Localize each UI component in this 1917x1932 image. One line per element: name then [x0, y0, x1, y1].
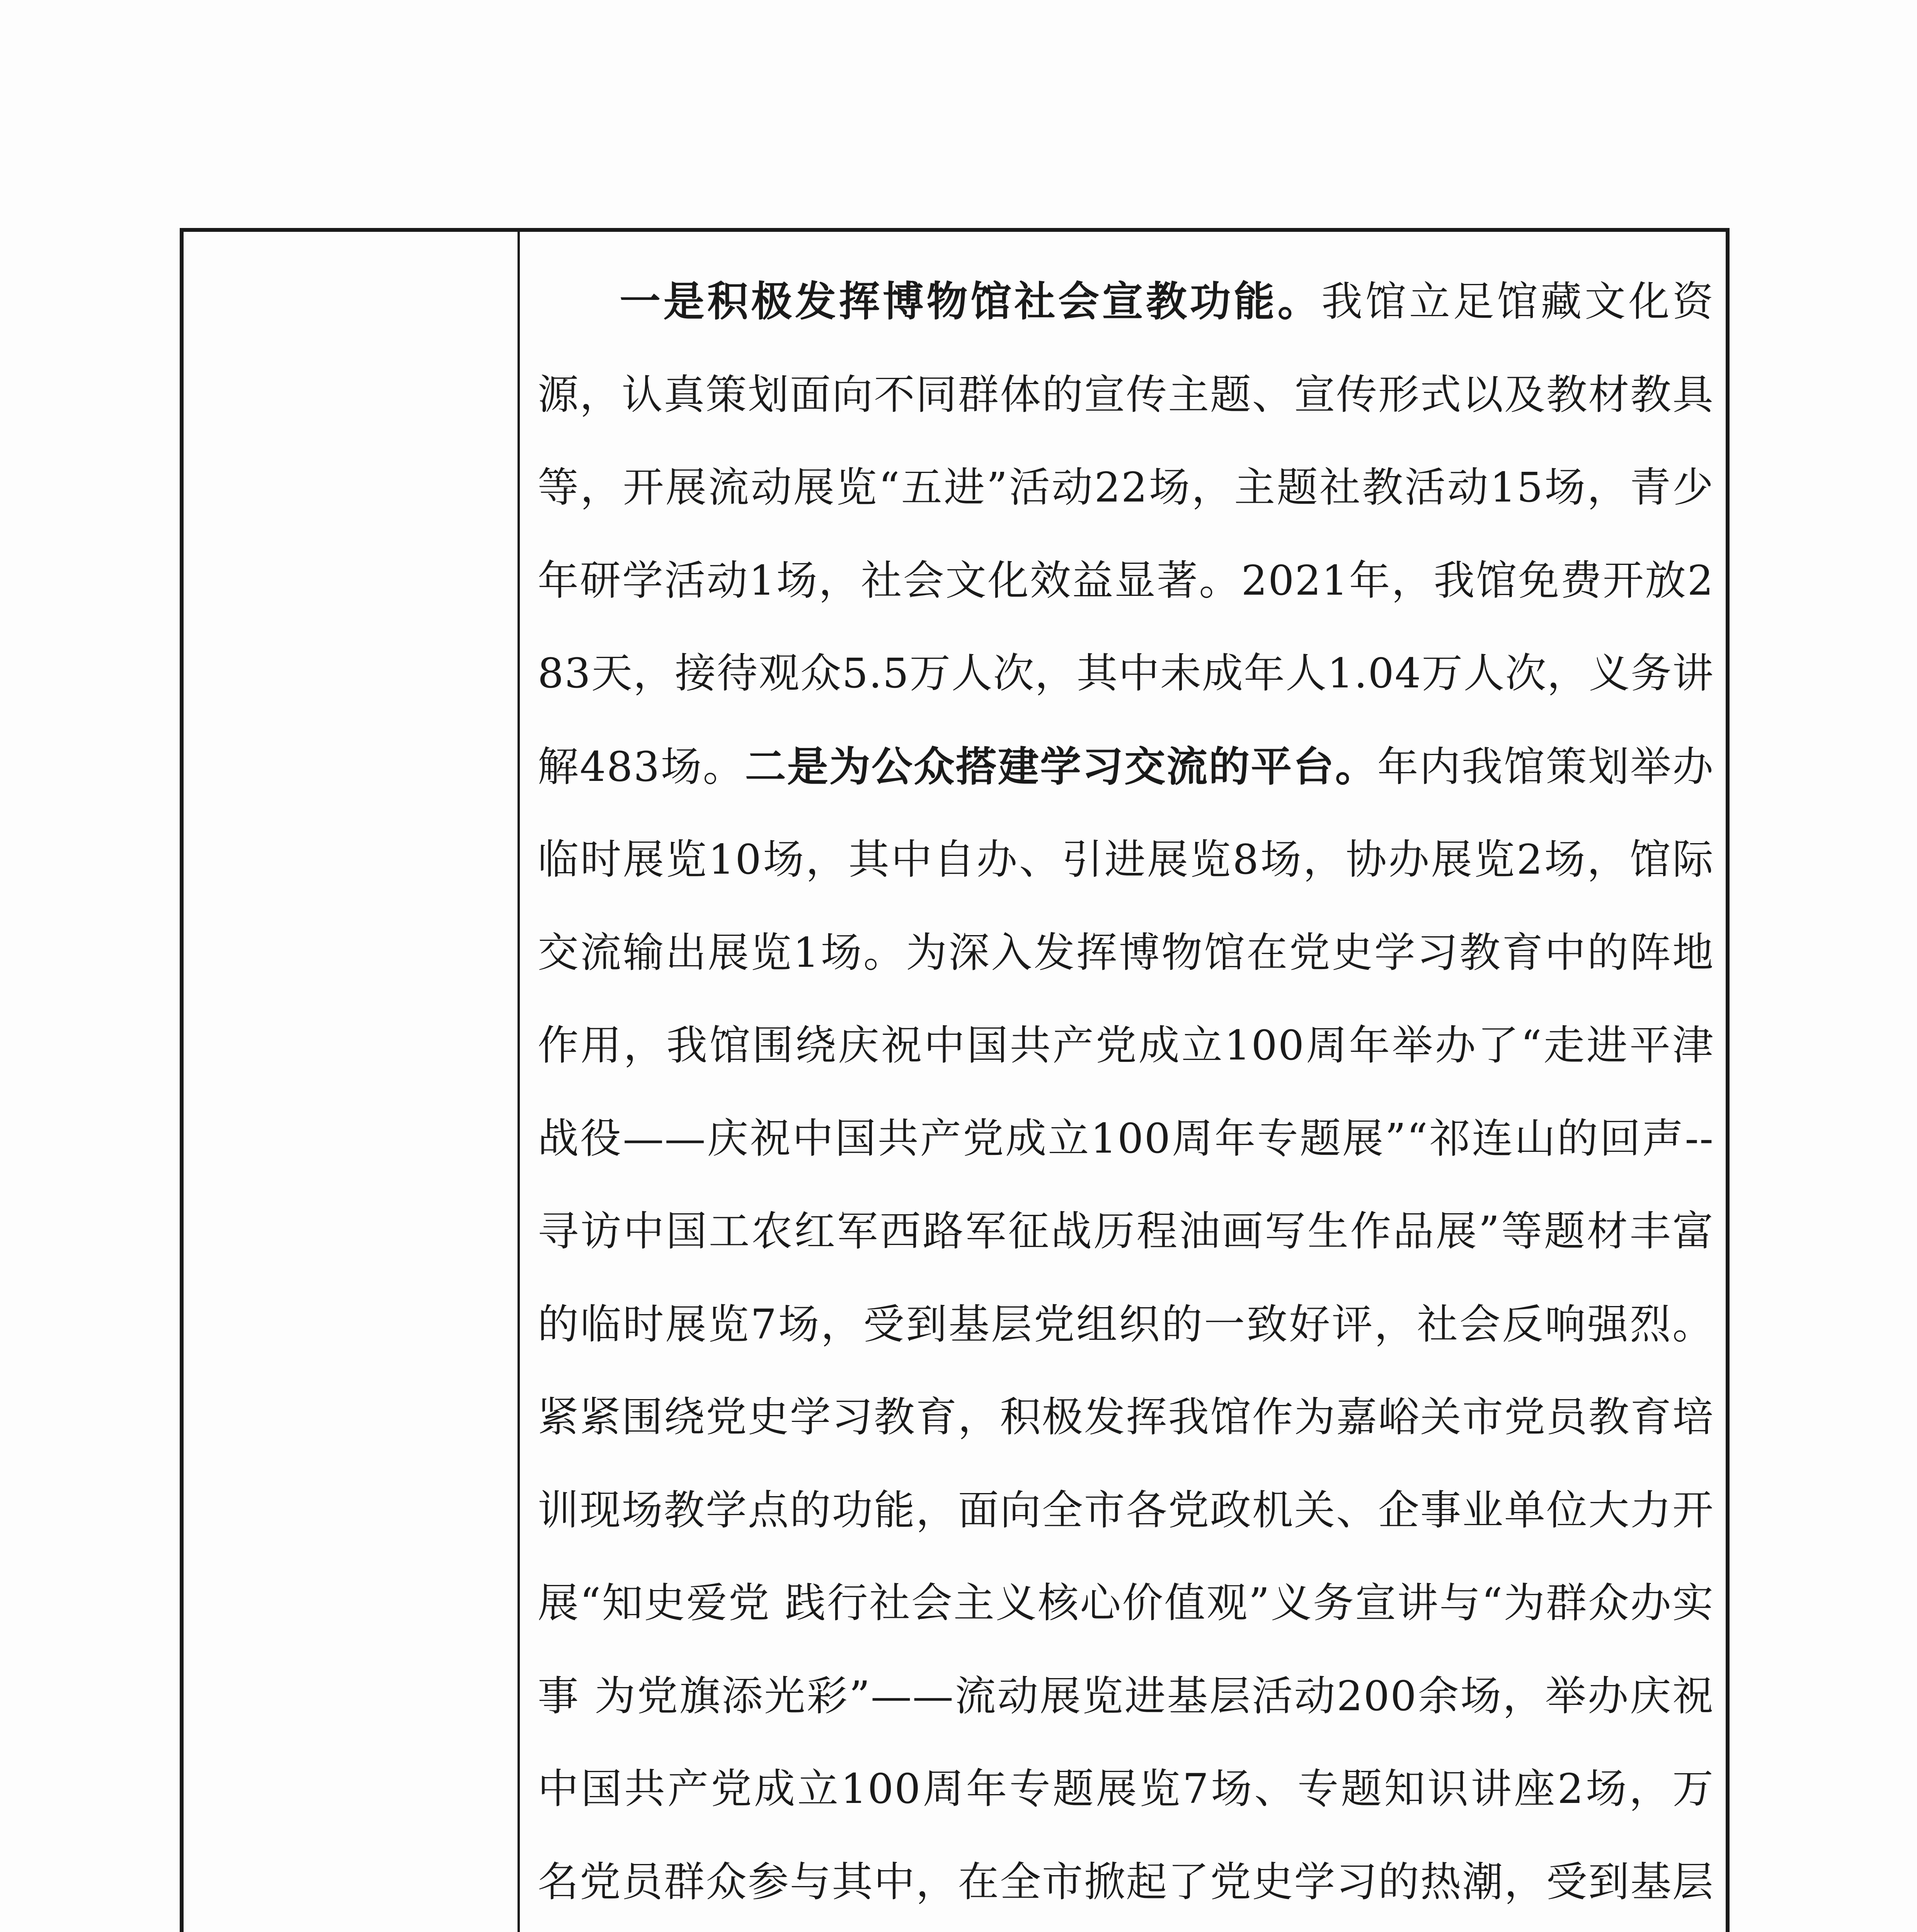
point-two-heading: 二是为公众搭建学习交流的平台。 [745, 742, 1377, 791]
point-one-heading: 一是积极发挥博物馆社会宣教功能。 [620, 277, 1321, 325]
form-table [180, 228, 1730, 1932]
label-column-cell [184, 232, 520, 1932]
content-cell [522, 232, 1726, 1932]
point-two-text: 年内我馆策划举办临时展览10场，其中自办、引进展览8场，协办展览2场，馆际交流输出展览1场。为深入发挥博物馆在党史学习教育中的阵地作用，我馆围绕庆祝中国共产党成立100周年举办了“走进平津战役——庆祝中国共产党成立100周年专题展”“祁连山的回声--寻访中国工农红军西路军征战历程油画写生作品展”等题材丰富的临时展览7场，受到基层党组织的一致好评，社会反响强烈。紧紧围绕党史学习教育，积极发挥我馆作为嘉峪关市党员教育培训现场教学点的功能，面向全市各党政机关、企事业单位大力开展“知史爱党 践行社会主义核心价值观”义务宣讲与“为群众办实事 为党旗添光彩”——流动展览进基层活动200余场，举办庆祝中国共产党成立100周年专题展览7场、专题知识讲座2场，万名党员群众参与其中，在全市掀起了党史学习的热潮，受到基层 [538, 743, 1714, 1906]
body-paragraph [538, 255, 1714, 1932]
point-one-text: 我馆立足馆藏文化资源，认真策划面向不同群体的宣传主题、宣传形式以及教材教具等，开展流动展览“五进”活动22场，主题社教活动15场，青少年研学活动1场，社会文化效益显著。2021年，我馆免费开放283天，接待观众5.5万人次，其中未成年人1.04万人次，义务讲解483场。 [538, 278, 1714, 791]
